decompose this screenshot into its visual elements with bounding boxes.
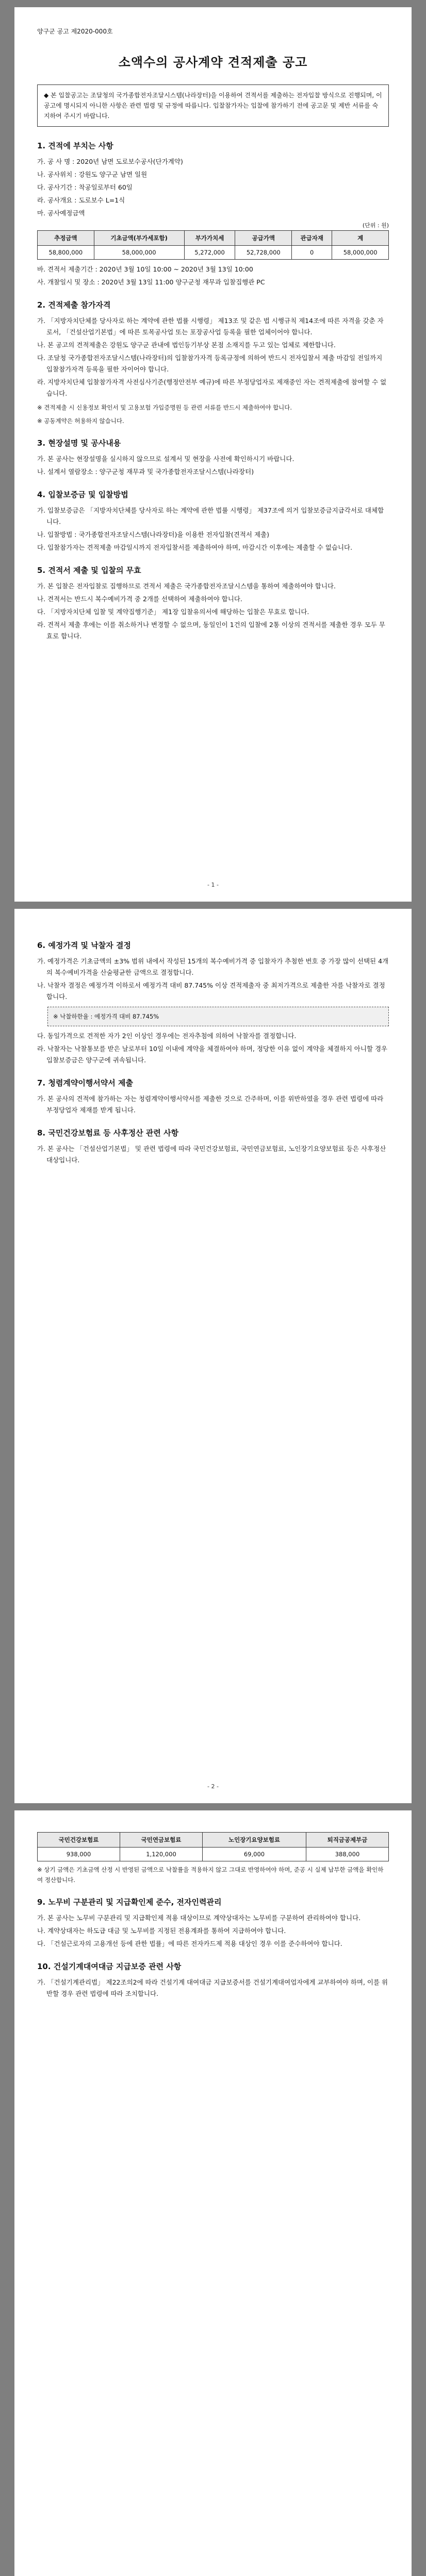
threshold-note: ※ 낙찰하한율 : 예정가격 대비 87.745%: [47, 1007, 389, 1026]
table-cell: 938,000: [38, 1848, 120, 1861]
table-cell: 58,000,000: [94, 246, 184, 260]
document-page-2: [14, 909, 412, 1803]
table-header: 추정금액: [38, 231, 94, 246]
table-row: [38, 246, 389, 260]
s1-item: 가. 공 사 명 : 2020년 남면 도로보수공사(단가계약): [37, 158, 183, 165]
s2-item: 가. 「지방자치단체를 당사자로 하는 계약에 관한 법률 시행령」 제13조 및 같은 법 시행규칙 제14조에 따른 자격을 갖춘 자로서, 「건설산업기본법」에 따른 토목공사업 또는 포장공사업 등록을 필한 업체이어야 합니다.: [37, 317, 384, 336]
table-cell: 69,000: [203, 1848, 306, 1861]
table-header: 관급자재: [292, 231, 332, 246]
s10-item: 가. 「건설기계관리법」 제22조의2에 따라 건설기계 대여대금 지급보증서를 건설기계대여업자에게 교부하여야 하며, 이를 위반할 경우 관련 법령에 따라 조치합니다.: [37, 1978, 388, 1997]
s6-item: 다. 동일가격으로 견적한 자가 2인 이상인 경우에는 전자추첨에 의하여 낙찰자를 결정합니다.: [37, 1032, 297, 1040]
budget-table: [37, 230, 389, 260]
s1-item: 라. 공사개요 : 도로보수 L=1식: [37, 196, 125, 204]
s6-item: 가. 예정가격은 기초금액의 ±3% 범위 내에서 작성된 15개의 복수예비가격 중 입찰자가 추첨한 번호 중 가장 많이 선택된 4개의 복수예비가격을 산술평균한 금액으로 결정합니다.: [37, 957, 389, 976]
section-10-title: 10. 건설기계대여대금 지급보증 관련 사항: [37, 1962, 182, 1971]
table-cell: 52,728,000: [235, 246, 292, 260]
s2-note: ※ 공동계약은 허용하지 않습니다.: [37, 417, 124, 425]
section-4-title: 4. 입찰보증금 및 입찰방법: [37, 490, 128, 499]
s2-item: 나. 본 공고의 견적제출은 강원도 양구군 관내에 법인등기부상 본점 소재지를 두고 있는 업체로 제한합니다.: [37, 341, 336, 349]
s9-item: 가. 본 공사는 노무비 구분관리 및 지급확인제 적용 대상이므로 계약상대자는 노무비를 구분하여 관리하여야 합니다.: [37, 1914, 361, 1922]
table-header: 공급가액: [235, 231, 292, 246]
page-number: - 2 -: [207, 1783, 219, 1790]
table-header: 계: [332, 231, 389, 246]
notice-number: 양구군 공고 제2020-000호: [37, 28, 113, 35]
document-page-3: [14, 1810, 412, 2576]
s2-note: ※ 견적제출 시 신용정보 확인서 및 고용보험 가입증명원 등 관련 서류를 반드시 제출하여야 합니다.: [37, 404, 292, 411]
table-header: 부가가치세: [184, 231, 235, 246]
s4-item: 나. 입찰방법 : 국가종합전자조달시스템(나라장터)을 이용한 전자입찰(견적서 제출): [37, 531, 270, 538]
section-9-title: 9. 노무비 구분관리 및 지급확인제 준수, 전자인력관리: [37, 1897, 222, 1907]
s2-item: 다. 조달청 국가종합전자조달시스템(나라장터)의 입찰참가자격 등록규정에 의하여 반드시 전자입찰서 제출 마감일 전일까지 입찰참가자격 등록을 필한 자이어야 합니다.: [37, 354, 383, 373]
s4-item: 가. 입찰보증금은 「지방자치단체를 당사자로 하는 계약에 관한 법률 시행령」 제37조에 의거 입찰보증금지급각서로 대체합니다.: [37, 506, 384, 526]
s1-item: 마. 공사예정금액: [37, 209, 85, 217]
s4-item: 다. 입찰참가자는 견적제출 마감일시까지 전자입찰서를 제출하여야 하며, 마감시간 이후에는 제출할 수 없습니다.: [37, 544, 353, 551]
table-header: 노인장기요양보험료: [203, 1833, 306, 1848]
s3-item: 나. 설계서 열람장소 : 양구군청 재무과 및 국가종합전자조달시스템(나라장터): [37, 468, 254, 476]
table-cell: 1,120,000: [120, 1848, 203, 1861]
table-cell: 5,272,000: [184, 246, 235, 260]
s5-item: 다. 「지방자치단체 입찰 및 계약집행기준」 제1장 입찰유의서에 해당하는 입찰은 무효로 합니다.: [37, 608, 309, 616]
s6-item: 나. 낙찰자 결정은 예정가격 이하로서 예정가격 대비 87.745% 이상 견적제출자 중 최저가격으로 제출한 자를 낙찰자로 결정합니다.: [37, 981, 385, 1001]
s1-item: 다. 공사기간 : 착공일로부터 60일: [37, 183, 133, 191]
s5-item: 나. 견적서는 반드시 복수예비가격 중 2개를 선택하여 제출하여야 합니다.: [37, 595, 242, 603]
table-row: [38, 1848, 389, 1861]
section-6-title: 6. 예정가격 및 낙찰자 결정: [37, 941, 131, 950]
s8-note: ※ 상기 금액은 기초금액 산정 시 반영된 금액으로 낙찰률을 적용하지 않고 그대로 반영하여야 하며, 준공 시 실제 납부한 금액을 확인하여 정산합니다.: [37, 1866, 384, 1884]
insurance-table: [37, 1832, 389, 1861]
section-2-title: 2. 견적제출 참가자격: [37, 300, 111, 310]
s9-item: 다. 「건설근로자의 고용개선 등에 관한 법률」에 따른 전자카드제 적용 대상인 경우 이를 준수하여야 합니다.: [37, 1940, 342, 1947]
s5-item: 라. 견적서 제출 후에는 이를 취소하거나 변경할 수 없으며, 동일인이 1건의 입찰에 2통 이상의 견적서를 제출한 경우 모두 무효로 합니다.: [37, 621, 385, 640]
intro-box: ◆ 본 입찰공고는 조달청의 국가종합전자조달시스템(나라장터)을 이용하여 견적서를 제출하는 전자입찰 방식으로 진행되며, 이 공고에 명시되지 아니한 사항은 관련 법령 및 규정에 따릅니다. 입찰참가자는 입찰에 참가하기 전에 공고문 및 제반 서류를 숙지하여 주시기 바랍니다.: [37, 84, 389, 127]
table-cell: 58,000,000: [332, 246, 389, 260]
table-header: 국민연금보험료: [120, 1833, 203, 1848]
s8-item: 가. 본 공사는 「건설산업기본법」 및 관련 법령에 따라 국민건강보험료, 국민연금보험료, 노인장기요양보험료 등은 사후정산 대상입니다.: [37, 1145, 386, 1164]
section-3-title: 3. 현장설명 및 공사내용: [37, 438, 121, 448]
table-cell: 58,800,000: [38, 246, 94, 260]
section-5-title: 5. 견적서 제출 및 입찰의 무효: [37, 566, 141, 575]
s2-item: 라. 지방자치단체 입찰참가자격 사전심사기준(행정안전부 예규)에 따른 부정당업자로 제재중인 자는 견적제출에 참여할 수 없습니다.: [37, 378, 387, 397]
table-cell: 388,000: [306, 1848, 388, 1861]
document-title: 소액수의 공사계약 견적제출 공고: [118, 55, 308, 70]
section-7-title: 7. 청렴계약이행서약서 제출: [37, 1078, 133, 1088]
s3-item: 가. 본 공사는 현장설명을 실시하지 않으므로 설계서 및 현장을 사전에 확인하시기 바랍니다.: [37, 455, 294, 463]
s9-item: 나. 계약상대자는 하도급 대금 및 노무비를 지정된 전용계좌를 통하여 지급하여야 합니다.: [37, 1927, 286, 1935]
s1-item: 사. 개찰일시 및 장소 : 2020년 3월 13일 11:00 양구군청 재무과 입찰집행관 PC: [37, 278, 265, 286]
unit-label: (단위 : 원): [362, 222, 389, 229]
table-header: 퇴직금공제부금: [306, 1833, 388, 1848]
s5-item: 가. 본 입찰은 전자입찰로 집행하므로 견적서 제출은 국가종합전자조달시스템을 통하여 제출하여야 합니다.: [37, 582, 336, 590]
s6-item: 라. 낙찰자는 낙찰통보를 받은 날로부터 10일 이내에 계약을 체결하여야 하며, 정당한 이유 없이 계약을 체결하지 아니할 경우 입찰보증금은 양구군에 귀속됩니다.: [37, 1045, 388, 1064]
s1-item: 바. 견적서 제출기간 : 2020년 3월 10일 10:00 ~ 2020년 3월 13일 10:00: [37, 265, 253, 273]
s7-item: 가. 본 공사의 견적에 참가하는 자는 청렴계약이행서약서를 제출한 것으로 간주하며, 이를 위반하였을 경우 관련 법령에 따라 부정당업자 제재를 받게 됩니다.: [37, 1095, 384, 1114]
section-1-title: 1. 견적에 부치는 사항: [37, 141, 113, 150]
section-8-title: 8. 국민건강보험료 등 사후정산 관련 사항: [37, 1128, 179, 1138]
s1-item: 나. 공사위치 : 강원도 양구군 남면 일원: [37, 171, 148, 178]
table-header: 기초금액(부가세포함): [94, 231, 184, 246]
document-page-1: [14, 7, 412, 902]
table-header: 국민건강보험료: [38, 1833, 120, 1848]
page-number: - 1 -: [207, 882, 219, 888]
table-cell: 0: [292, 246, 332, 260]
